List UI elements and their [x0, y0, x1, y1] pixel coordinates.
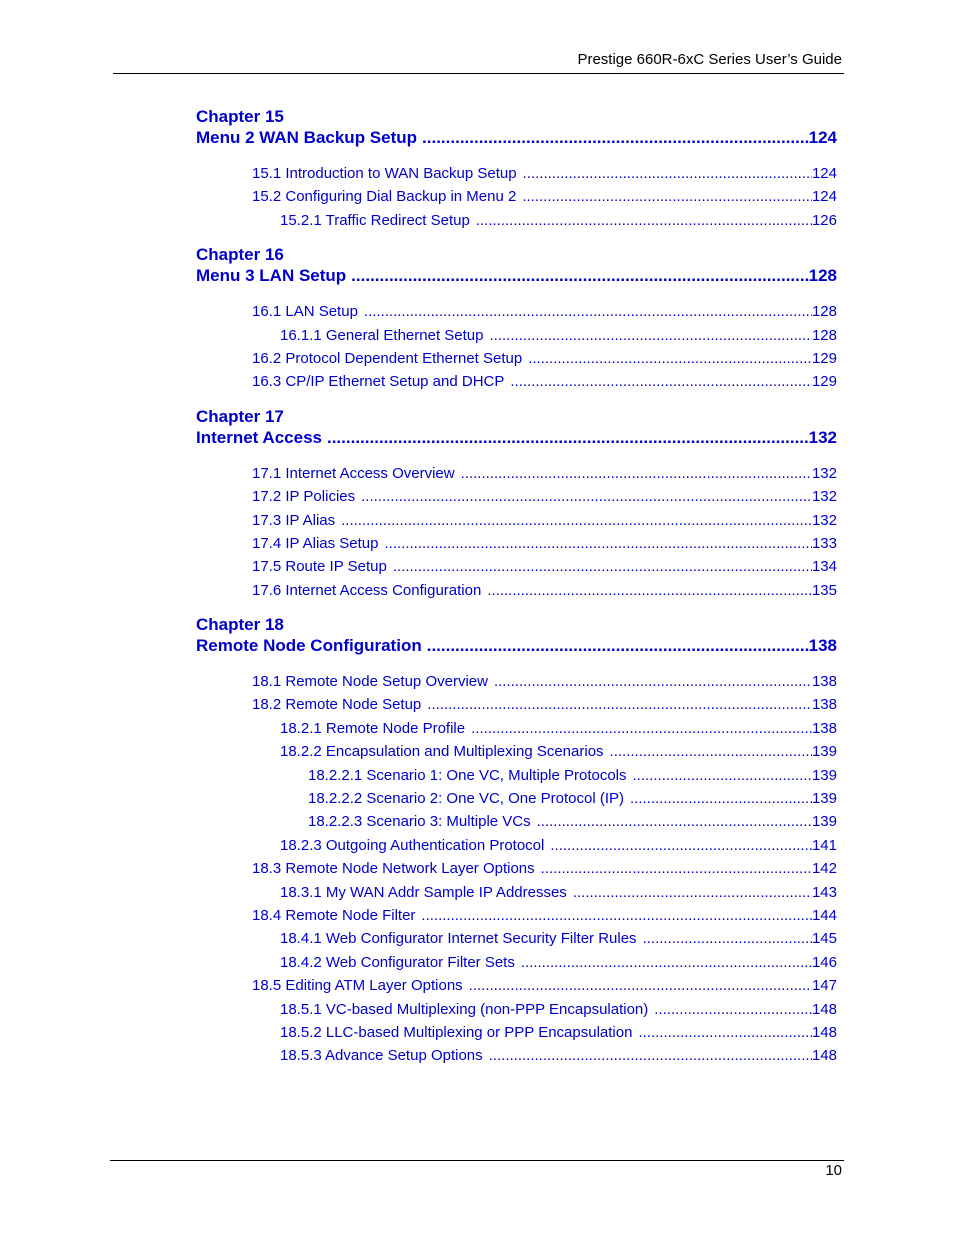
dot-leader	[483, 1044, 812, 1067]
entry-title: 18.5.2 LLC-based Multiplexing or PPP Encapsulation	[280, 1023, 633, 1041]
dot-leader	[517, 162, 812, 185]
toc-entry-link[interactable]	[280, 209, 837, 232]
dot-leader	[335, 509, 812, 532]
entry-title: 16.1 LAN Setup	[252, 303, 358, 321]
entry-title: 17.3 IP Alias	[252, 511, 336, 529]
dot-leader	[515, 951, 812, 974]
dot-leader	[516, 185, 812, 208]
toc-entry-link[interactable]	[280, 951, 837, 974]
dot-leader	[417, 127, 809, 148]
chapter-title-link[interactable]	[196, 635, 837, 656]
entry-page-number: 139	[811, 813, 837, 831]
chapter-label: Chapter 16	[196, 245, 284, 265]
dot-leader	[522, 347, 812, 370]
entry-page-number: 141	[811, 836, 837, 854]
entry-page-number: 124	[808, 128, 837, 147]
dot-leader	[322, 427, 809, 448]
entry-page-number: 132	[811, 464, 837, 482]
toc-entry-link[interactable]	[280, 717, 837, 740]
dot-leader	[455, 462, 812, 485]
entry-page-number: 132	[811, 488, 837, 506]
entry-title: 15.2.1 Traffic Redirect Setup	[280, 211, 470, 229]
entry-page-number: 128	[808, 266, 837, 286]
toc-entry-link[interactable]	[280, 1021, 837, 1044]
entry-page-number: 139	[811, 743, 837, 761]
entry-title: 18.5.3 Advance Setup Options	[280, 1047, 483, 1065]
dot-leader	[604, 740, 812, 763]
entry-title: 18.3.1 My WAN Addr Sample IP Addresses	[280, 883, 567, 901]
entry-title: 17.6 Internet Access Configuration	[252, 581, 482, 599]
entry-page-number: 132	[811, 511, 837, 529]
entry-title: 18.5.1 VC-based Multiplexing (non-PPP Encapsulation)	[280, 1000, 649, 1018]
entry-page-number: 132	[808, 427, 837, 447]
entry-page-number: 129	[811, 349, 837, 367]
entry-page-number: 134	[811, 558, 837, 576]
running-header: Prestige 660R-6xC Series User’s Guide	[577, 51, 842, 68]
entry-title: 17.5 Route IP Setup	[252, 558, 387, 576]
chapter-block	[196, 406, 837, 602]
entry-title: 18.4 Remote Node Filter	[252, 906, 416, 924]
toc-entry-link[interactable]	[280, 927, 837, 950]
dot-leader	[488, 670, 812, 693]
dot-leader	[355, 485, 812, 508]
toc-entry-link[interactable]	[252, 462, 837, 485]
entry-title: Menu 2 WAN Backup Setup	[196, 128, 418, 147]
chapter-label: Chapter 18	[196, 615, 284, 635]
dot-leader	[483, 324, 811, 347]
entry-title: 18.2 Remote Node Setup	[252, 696, 422, 714]
chapter-block	[196, 106, 837, 232]
toc-entry-link[interactable]	[252, 300, 837, 323]
entry-page-number: 128	[811, 326, 837, 344]
toc-entry-link[interactable]	[252, 370, 837, 393]
toc-entry-link[interactable]	[252, 857, 837, 880]
toc-entry-link[interactable]	[280, 834, 837, 857]
entry-title: 15.1 Introduction to WAN Backup Setup	[252, 165, 517, 182]
toc-entry-link[interactable]	[308, 810, 837, 833]
toc-entry-link[interactable]	[280, 1044, 837, 1067]
entry-page-number: 133	[811, 534, 837, 552]
toc-entry-link[interactable]	[252, 555, 837, 578]
toc-entry-link[interactable]	[252, 509, 837, 532]
toc-entry-link[interactable]	[252, 670, 837, 693]
dot-leader	[387, 555, 812, 578]
chapter-label: Chapter 15	[196, 107, 284, 126]
entry-page-number: 147	[811, 977, 837, 995]
entry-title: Internet Access	[196, 427, 322, 447]
dot-leader	[632, 1021, 812, 1044]
entry-title: 18.2.1 Remote Node Profile	[280, 719, 466, 737]
entry-title: Remote Node Configuration	[196, 636, 422, 656]
entry-title: 18.5 Editing ATM Layer Options	[252, 977, 463, 995]
entry-title: 18.4.1 Web Configurator Internet Security Filter Rules	[280, 930, 637, 948]
entry-page-number: 135	[811, 581, 837, 599]
entry-page-number: 138	[808, 636, 837, 656]
chapter-block	[196, 244, 837, 394]
entry-page-number: 148	[811, 1023, 837, 1041]
dot-leader	[465, 717, 812, 740]
header-divider	[113, 73, 844, 74]
entry-page-number: 139	[811, 790, 837, 808]
dot-leader	[637, 927, 812, 950]
dot-leader	[504, 370, 812, 393]
dot-leader	[422, 635, 809, 656]
entry-page-number: 124	[811, 188, 837, 206]
dot-leader	[481, 579, 812, 602]
toc-entry-link[interactable]	[252, 579, 837, 602]
entry-page-number: 148	[811, 1000, 837, 1018]
dot-leader	[346, 265, 808, 286]
entry-title: 18.2.3 Outgoing Authentication Protocol	[280, 836, 545, 854]
entry-title: 17.1 Internet Access Overview	[252, 464, 455, 482]
entry-title: 18.2.2.1 Scenario 1: One VC, Multiple Protocols	[308, 766, 627, 784]
entry-page-number: 142	[811, 860, 837, 878]
page-number: 10	[825, 1162, 842, 1179]
chapter-title-link[interactable]	[196, 127, 837, 148]
entry-page-number: 126	[811, 211, 837, 229]
footer-divider	[110, 1160, 844, 1161]
dot-leader	[624, 787, 812, 810]
entry-page-number: 138	[811, 696, 837, 714]
entry-title: 16.3 CP/IP Ethernet Setup and DHCP	[252, 373, 505, 391]
entry-page-number: 128	[811, 303, 837, 321]
toc-entry-link[interactable]	[308, 787, 837, 810]
entry-title: 18.2.2 Encapsulation and Multiplexing Scenarios	[280, 743, 604, 761]
entry-page-number: 144	[811, 906, 837, 924]
toc-entry-link[interactable]	[252, 532, 837, 555]
toc-entry-link[interactable]	[252, 185, 837, 208]
entry-title: 15.2 Configuring Dial Backup in Menu 2	[252, 188, 517, 206]
dot-leader	[648, 998, 812, 1021]
entry-title: 17.4 IP Alias Setup	[252, 534, 379, 552]
toc-entry-link[interactable]	[252, 485, 837, 508]
entry-page-number: 124	[811, 165, 837, 182]
entry-title: 18.2.2.2 Scenario 2: One VC, One Protocol (IP)	[308, 790, 624, 808]
entry-page-number: 146	[811, 953, 837, 971]
entry-page-number: 129	[811, 373, 837, 391]
toc-entry-link[interactable]	[252, 162, 837, 185]
toc-entry-link[interactable]	[252, 974, 837, 997]
dot-leader	[535, 857, 812, 880]
dot-leader	[378, 532, 811, 555]
chapter-label: Chapter 17	[196, 406, 284, 426]
toc-entry-link[interactable]	[252, 693, 837, 716]
dot-leader	[415, 904, 812, 927]
dot-leader	[470, 209, 812, 232]
dot-leader	[421, 693, 812, 716]
entry-title: Menu 3 LAN Setup	[196, 266, 347, 286]
toc-entry-link[interactable]	[280, 324, 837, 347]
entry-title: 18.1 Remote Node Setup Overview	[252, 673, 488, 691]
chapter-title-link[interactable]	[196, 427, 837, 448]
toc-entry-link[interactable]	[280, 998, 837, 1021]
entry-title: 16.2 Protocol Dependent Ethernet Setup	[252, 349, 523, 367]
dot-leader	[463, 974, 812, 997]
table-of-contents	[196, 106, 837, 1080]
dot-leader	[544, 834, 812, 857]
toc-entry-link[interactable]	[280, 881, 837, 904]
dot-leader	[567, 881, 812, 904]
entry-title: 18.4.2 Web Configurator Filter Sets	[280, 953, 515, 971]
dot-leader	[627, 764, 812, 787]
toc-entry-link[interactable]	[280, 740, 837, 763]
dot-leader	[531, 810, 812, 833]
dot-leader	[358, 300, 812, 323]
entry-page-number: 145	[811, 930, 837, 948]
entry-title: 18.2.2.3 Scenario 3: Multiple VCs	[308, 813, 531, 831]
entry-page-number: 139	[811, 766, 837, 784]
entry-title: 16.1.1 General Ethernet Setup	[280, 326, 484, 344]
entry-page-number: 138	[811, 719, 837, 737]
chapter-block	[196, 614, 837, 1068]
entry-page-number: 148	[811, 1047, 837, 1065]
toc-entry-link[interactable]	[308, 764, 837, 787]
entry-page-number: 138	[811, 673, 837, 691]
entry-title: 18.3 Remote Node Network Layer Options	[252, 860, 535, 878]
toc-entry-link[interactable]	[252, 904, 837, 927]
entry-title: 17.2 IP Policies	[252, 488, 356, 506]
chapter-title-link[interactable]	[196, 265, 837, 286]
entry-page-number: 143	[811, 883, 837, 901]
toc-entry-link[interactable]	[252, 347, 837, 370]
